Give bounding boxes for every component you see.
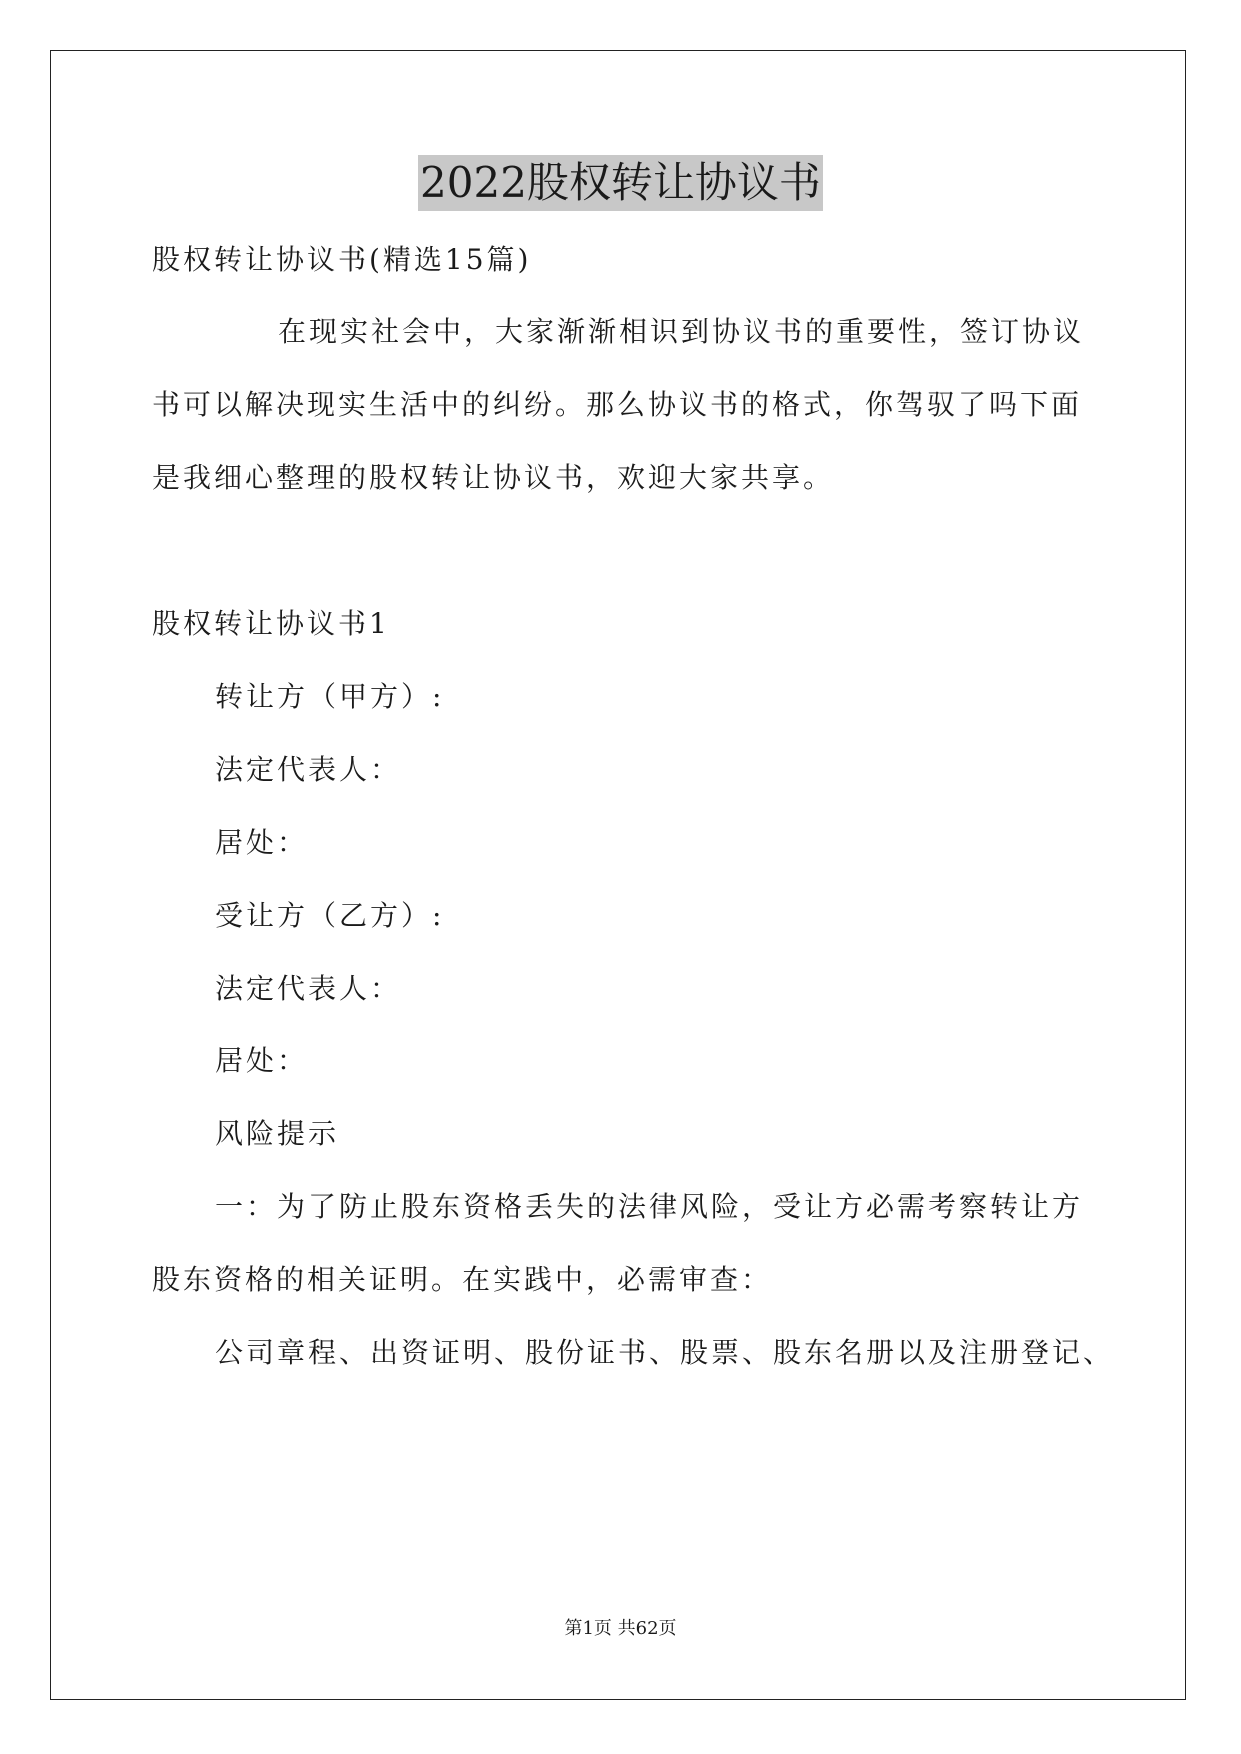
document-title: 2022股权转让协议书 xyxy=(418,155,823,211)
field-legal-rep-b: 法定代表人： xyxy=(215,972,402,1005)
intro-line-1: 在现实社会中，大家渐渐相识到协议书的重要性，签订协议 xyxy=(278,315,1085,348)
field-transferee: 受让方（乙方）: xyxy=(215,899,445,932)
risk-line-3: 公司章程、出资证明、股份证书、股票、股东名册以及注册登记、 xyxy=(215,1336,1115,1369)
page-footer: 第1页 共62页 xyxy=(564,1618,677,1639)
field-transferor: 转让方（甲方）: xyxy=(215,680,445,713)
page-border xyxy=(50,50,1186,1700)
field-residence-a: 居处： xyxy=(215,826,309,859)
intro-line-2: 书可以解决现实生活中的纠纷。那么协议书的格式，你驾驭了吗下面 xyxy=(152,388,1083,421)
section-heading: 股权转让协议书1 xyxy=(152,607,390,640)
field-legal-rep-a: 法定代表人： xyxy=(215,753,402,786)
title-container xyxy=(0,155,1241,211)
intro-line-3: 是我细心整理的股权转让协议书，欢迎大家共享。 xyxy=(152,461,835,494)
risk-line-1: 一：为了防止股东资格丢失的法律风险，受让方必需考察转让方 xyxy=(215,1190,1084,1223)
risk-heading: 风险提示 xyxy=(215,1117,340,1150)
document-subtitle: 股权转让协议书(精选15篇) xyxy=(152,243,532,276)
field-residence-b: 居处： xyxy=(215,1044,309,1077)
risk-line-2: 股东资格的相关证明。在实践中，必需审查： xyxy=(152,1263,773,1296)
